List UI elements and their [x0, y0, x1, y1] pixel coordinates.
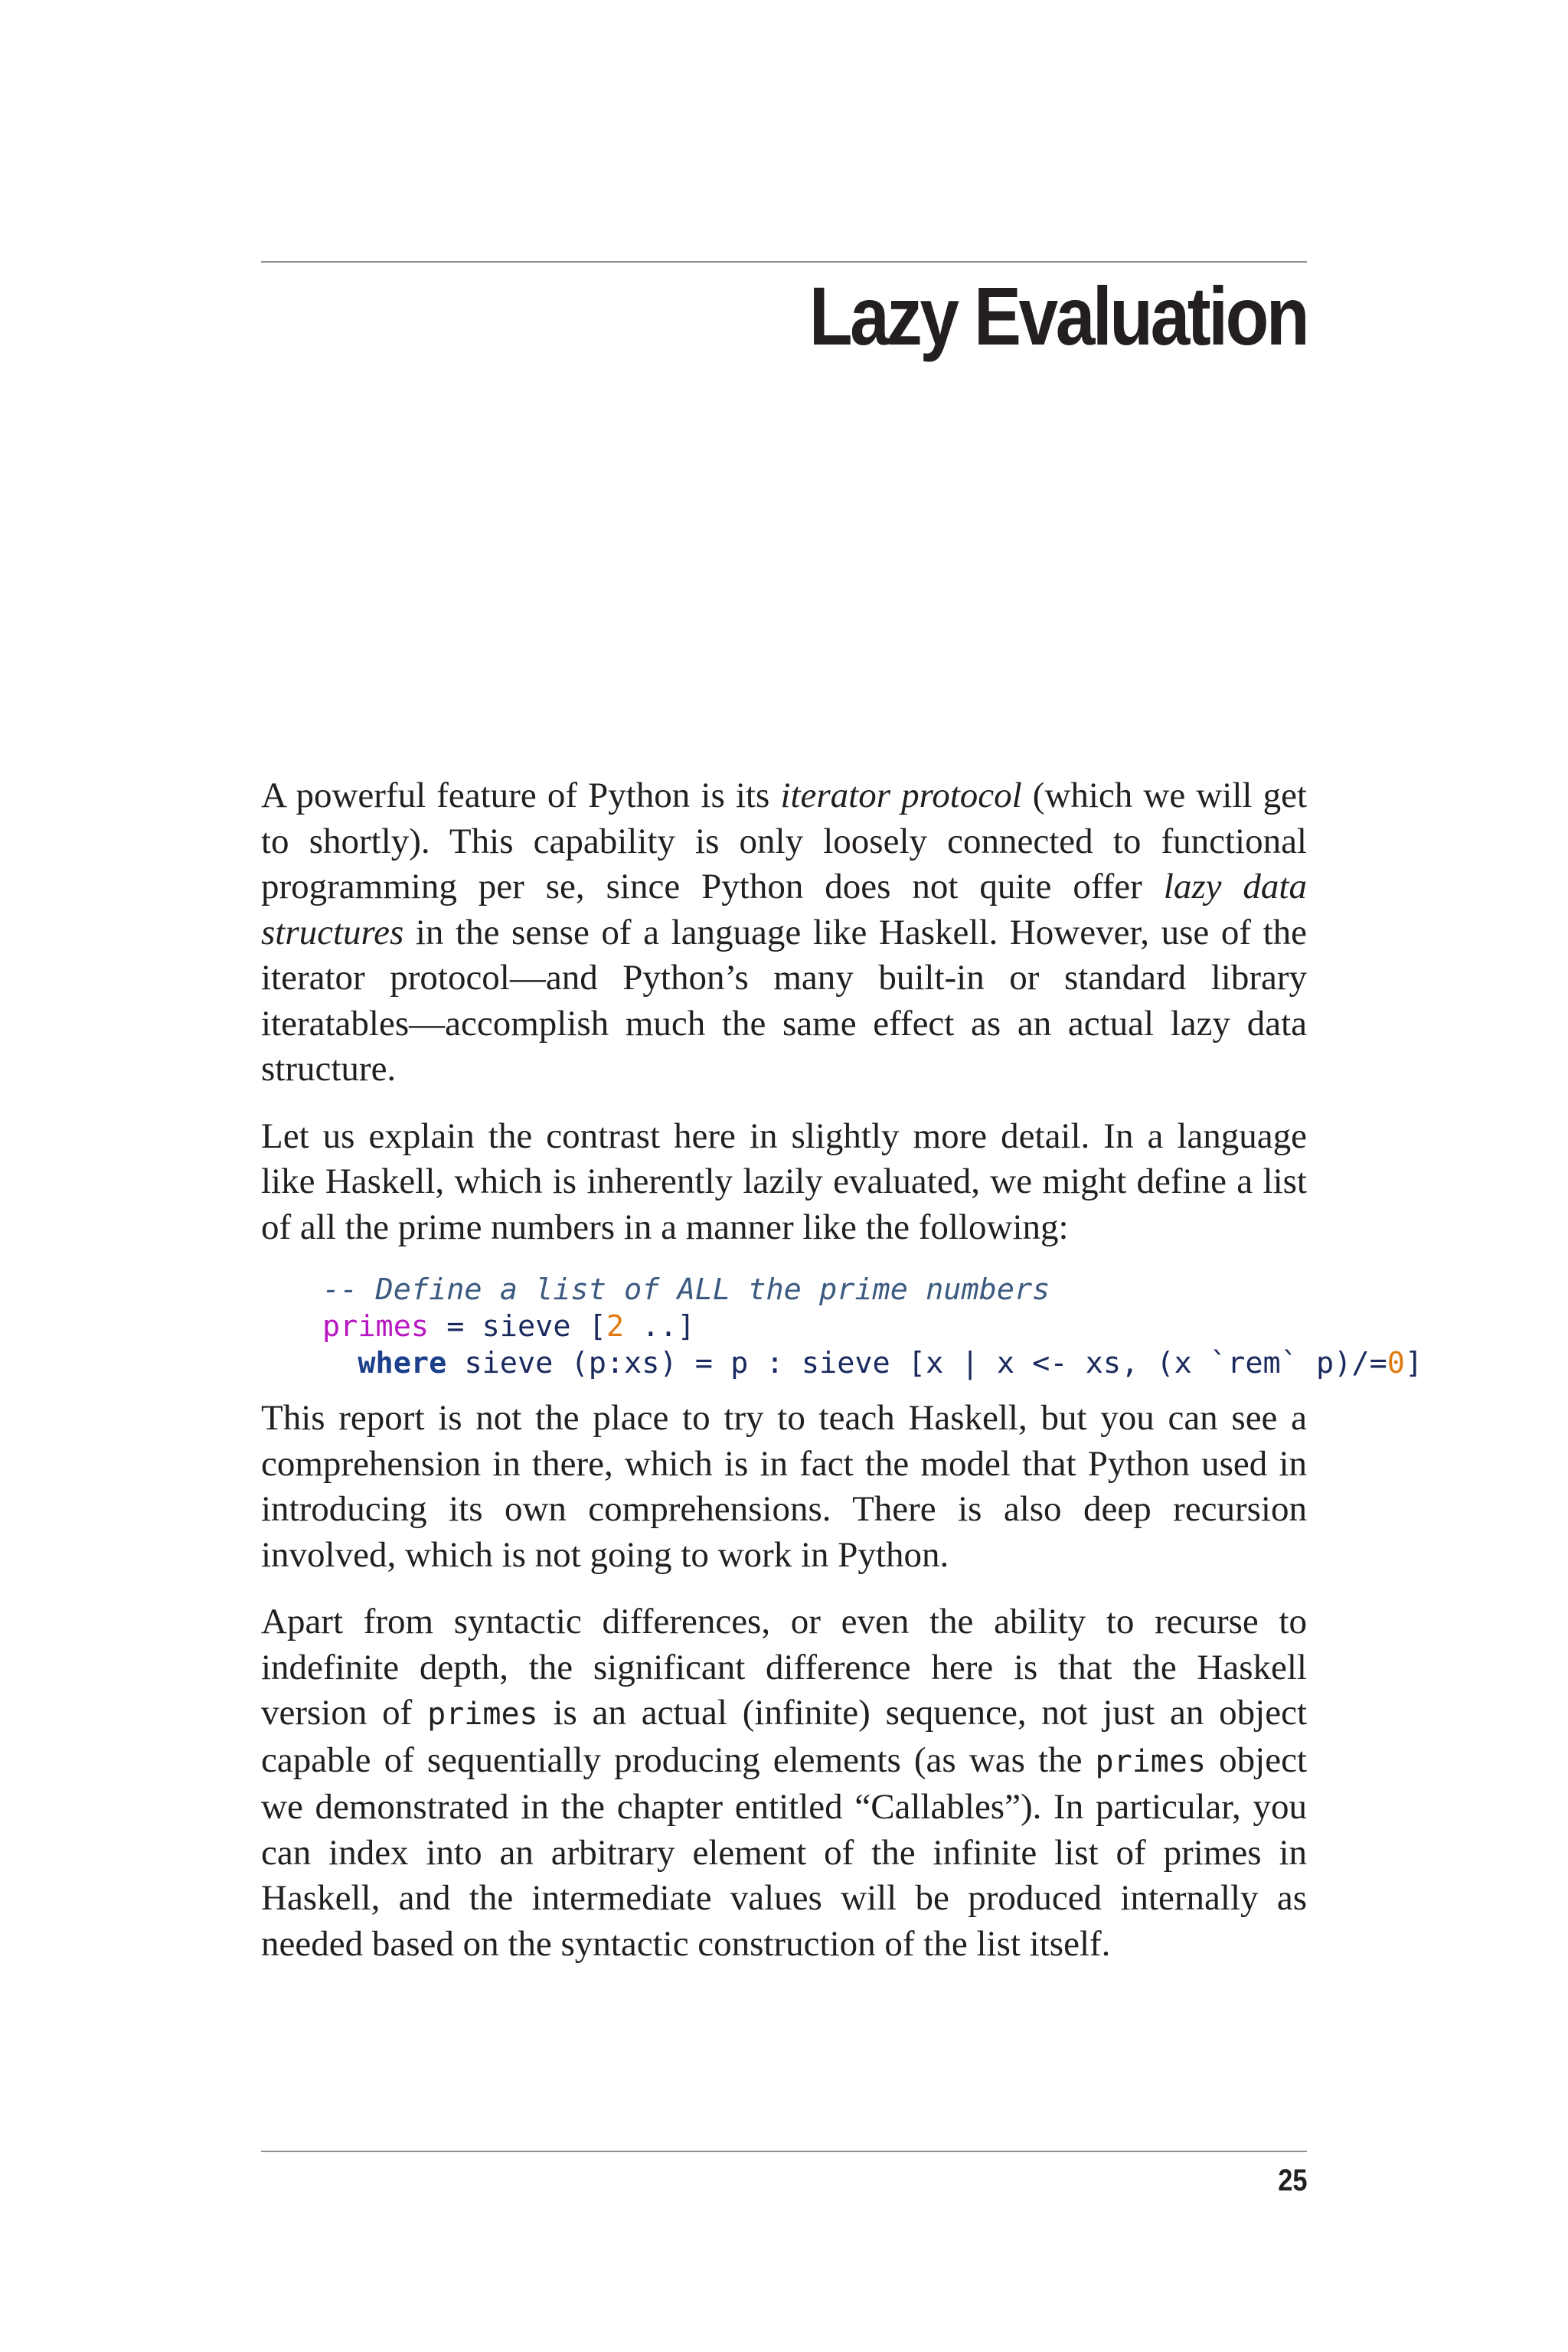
code-text: ..]	[624, 1309, 695, 1344]
code-keyword: where	[358, 1346, 447, 1380]
text-run: A powerful feature of Python is its	[261, 776, 781, 815]
haskell-code-block	[322, 1272, 1423, 1382]
paragraph-intro	[261, 773, 1307, 1093]
inline-code-primes: primes	[427, 1697, 538, 1732]
emphasis-lazy-data-structures: lazy data structures	[261, 867, 1307, 952]
code-indent	[322, 1346, 358, 1380]
footer-rule	[261, 2151, 1307, 2152]
code-comment: -- Define a list of ALL the prime numbers	[322, 1272, 1050, 1307]
code-number: 2	[606, 1309, 625, 1344]
text-run: (which we will get to shortly). This capability is only loosely connected to functional programming per se, since Python does not quite offer	[261, 776, 1308, 906]
page-number: 25	[1277, 2164, 1307, 2197]
code-line-1	[322, 1272, 1307, 1308]
chapter-body	[261, 773, 1423, 1988]
code-text: ]	[1404, 1346, 1423, 1380]
text-run: in the sense of a language like Haskell. However, use of the iterator protocol—and Python’s many built-in or standard library iteratables—accomplish much the same effect as an actual lazy data structure.	[261, 912, 1307, 1089]
code-line-2	[322, 1308, 1307, 1345]
code-number: 0	[1387, 1346, 1405, 1380]
paragraph-comprehension: This report is not the place to try to teach Haskell, but you can see a comprehension in there, which is in fact the model that Python used in introducing its own comprehensions. There is also deep recursion involved, which is not going to work in Python.	[261, 1398, 1307, 1575]
code-text: sieve (p:xs) = p : sieve [x | x <- xs, (x `rem` p)/=	[446, 1346, 1387, 1380]
text-run: Apart from syntactic differences, or even the ability to recurse to indefinite depth, the significant difference here is that the Haskell version of	[261, 1602, 1307, 1733]
text-run: object we demonstrated in the chapter entitled “Callables”). In particular, you can index into an arbitrary element of the infinite list of primes in Haskell, and the intermediate values will be produced internally as needed based on the syntactic construction of the list itself.	[261, 1740, 1307, 1964]
inline-code-primes: primes	[1095, 1743, 1207, 1779]
emphasis-iterator-protocol: iterator protocol	[780, 776, 1022, 815]
header-rule	[261, 261, 1307, 263]
text-run: is an actual (infinite) sequence, not just an object capable of sequentially producing elements (as was the	[261, 1693, 1308, 1780]
code-line-3	[322, 1345, 1423, 1382]
code-identifier: primes	[322, 1309, 430, 1344]
code-text: = sieve [	[429, 1309, 606, 1344]
paragraph-difference	[261, 1599, 1307, 1967]
paragraph-contrast: Let us explain the contrast here in slightly more detail. In a language like Haskell, which is inherently lazily evaluated, we might define a list of all the prime numbers in a manner like the following:	[261, 1116, 1307, 1247]
chapter-title: Lazy Evaluation	[808, 270, 1307, 362]
